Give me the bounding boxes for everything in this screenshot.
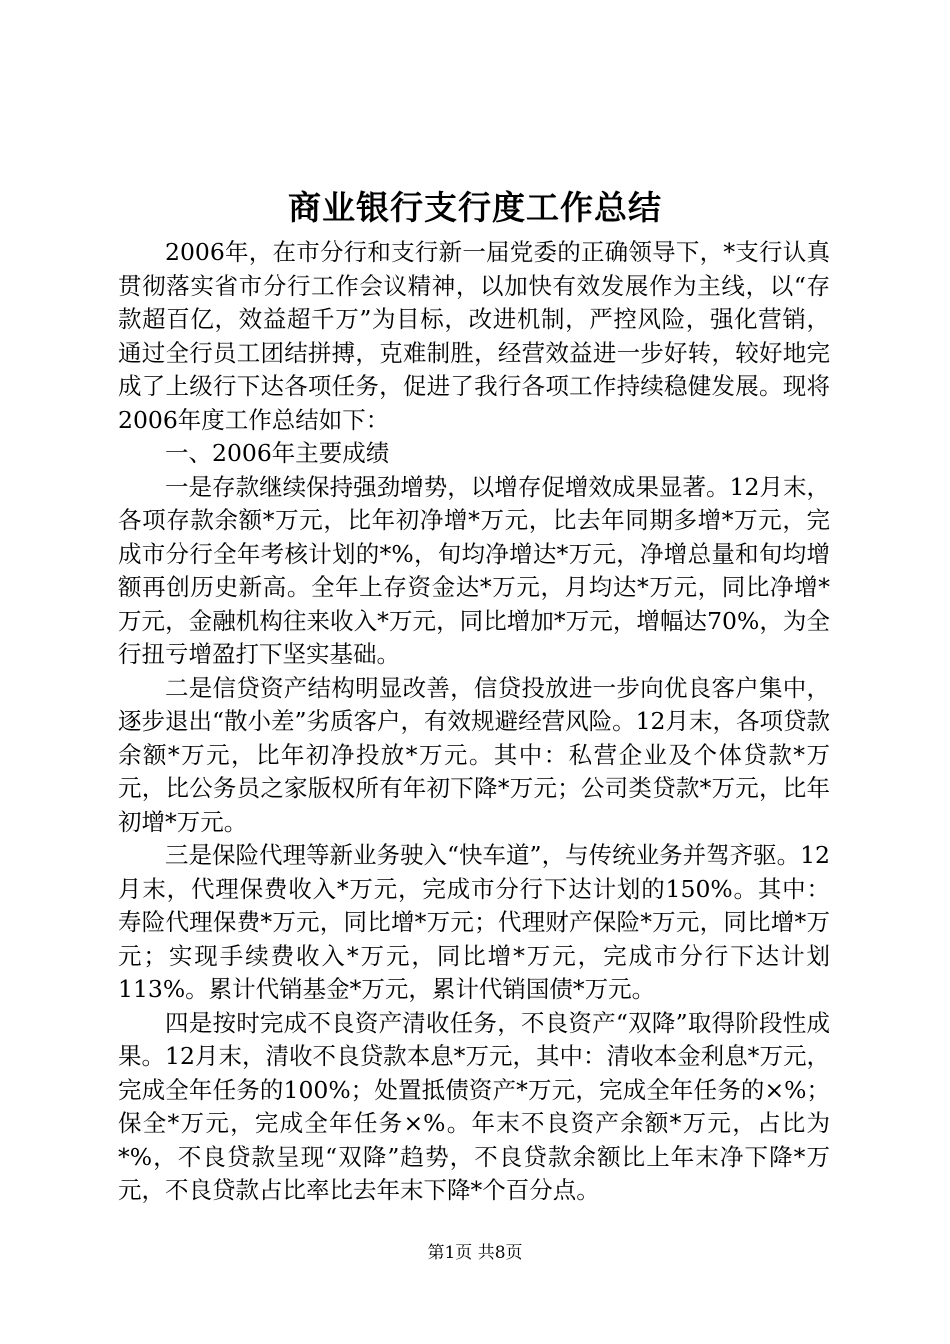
page-footer: 第1页 共8页 <box>427 1243 523 1263</box>
paragraph-deposits: 一是存款继续保持强劲增势，以增存促增效成果显著。12月末，各项存款余额*万元，比年初净增*万元，比去年同期多增*万元，完成市分行全年考核计划的*%，旬均净增达*万元，净增总量和旬均增额再创历史新高。全年上存资金达*万元，月均达*万元，同比净增*万元，金融机构往来收入*万元，同比增加*万元，增幅达70%，为全行扭亏增盈打下坚实基础。 <box>118 472 830 668</box>
paragraph-insurance: 三是保险代理等新业务驶入“快车道”，与传统业务并驾齐驱。12月末，代理保费收入*万元，完成市分行下达计划的150%。其中：寿险代理保费*万元，同比增*万元；代理财产保险*万元，同比增*万元；实现手续费收入*万元，同比增*万元，完成市分行下达计划113%。累计代销基金*万元，累计代销国债*万元。 <box>118 841 830 1003</box>
document-title: 商业银行支行度工作总结 <box>288 188 662 227</box>
intro-paragraph: 2006年，在市分行和支行新一届党委的正确领导下，*支行认真贯彻落实省市分行工作会议精神，以加快有效发展作为主线，以“存款超百亿，效益超千万”为目标，改进机制，严控风险，强化营销，通过全行员工团结拼搏，克难制胜，经营效益进一步好转，较好地完成了上级行下达各项任务，促进了我行各项工作持续稳健发展。现将2006年度工作总结如下： <box>118 238 830 434</box>
document-body <box>118 236 830 1208</box>
paragraph-bad-assets: 四是按时完成不良资产清收任务，不良资产“双降”取得阶段性成果。12月末，清收不良贷款本息*万元，其中：清收本金利息*万元，完成全年任务的100%；处置抵债资产*万元，完成全年任务的×%；保全*万元，完成全年任务×%。年末不良资产余额*万元，占比为*%，不良贷款呈现“双降”趋势，不良贷款余额比上年末净下降*万元，不良贷款占比率比去年末下降*个百分点。 <box>118 1008 830 1204</box>
paragraph-credit: 二是信贷资产结构明显改善，信贷投放进一步向优良客户集中，逐步退出“散小差”劣质客户，有效规避经营风险。12月末，各项贷款余额*万元，比年初净投放*万元。其中：私营企业及个体贷款*万元，比公务员之家版权所有年初下降*万元；公司类贷款*万元，比年初增*万元。 <box>118 673 830 836</box>
section-heading: 一、2006年主要成绩 <box>165 439 390 467</box>
